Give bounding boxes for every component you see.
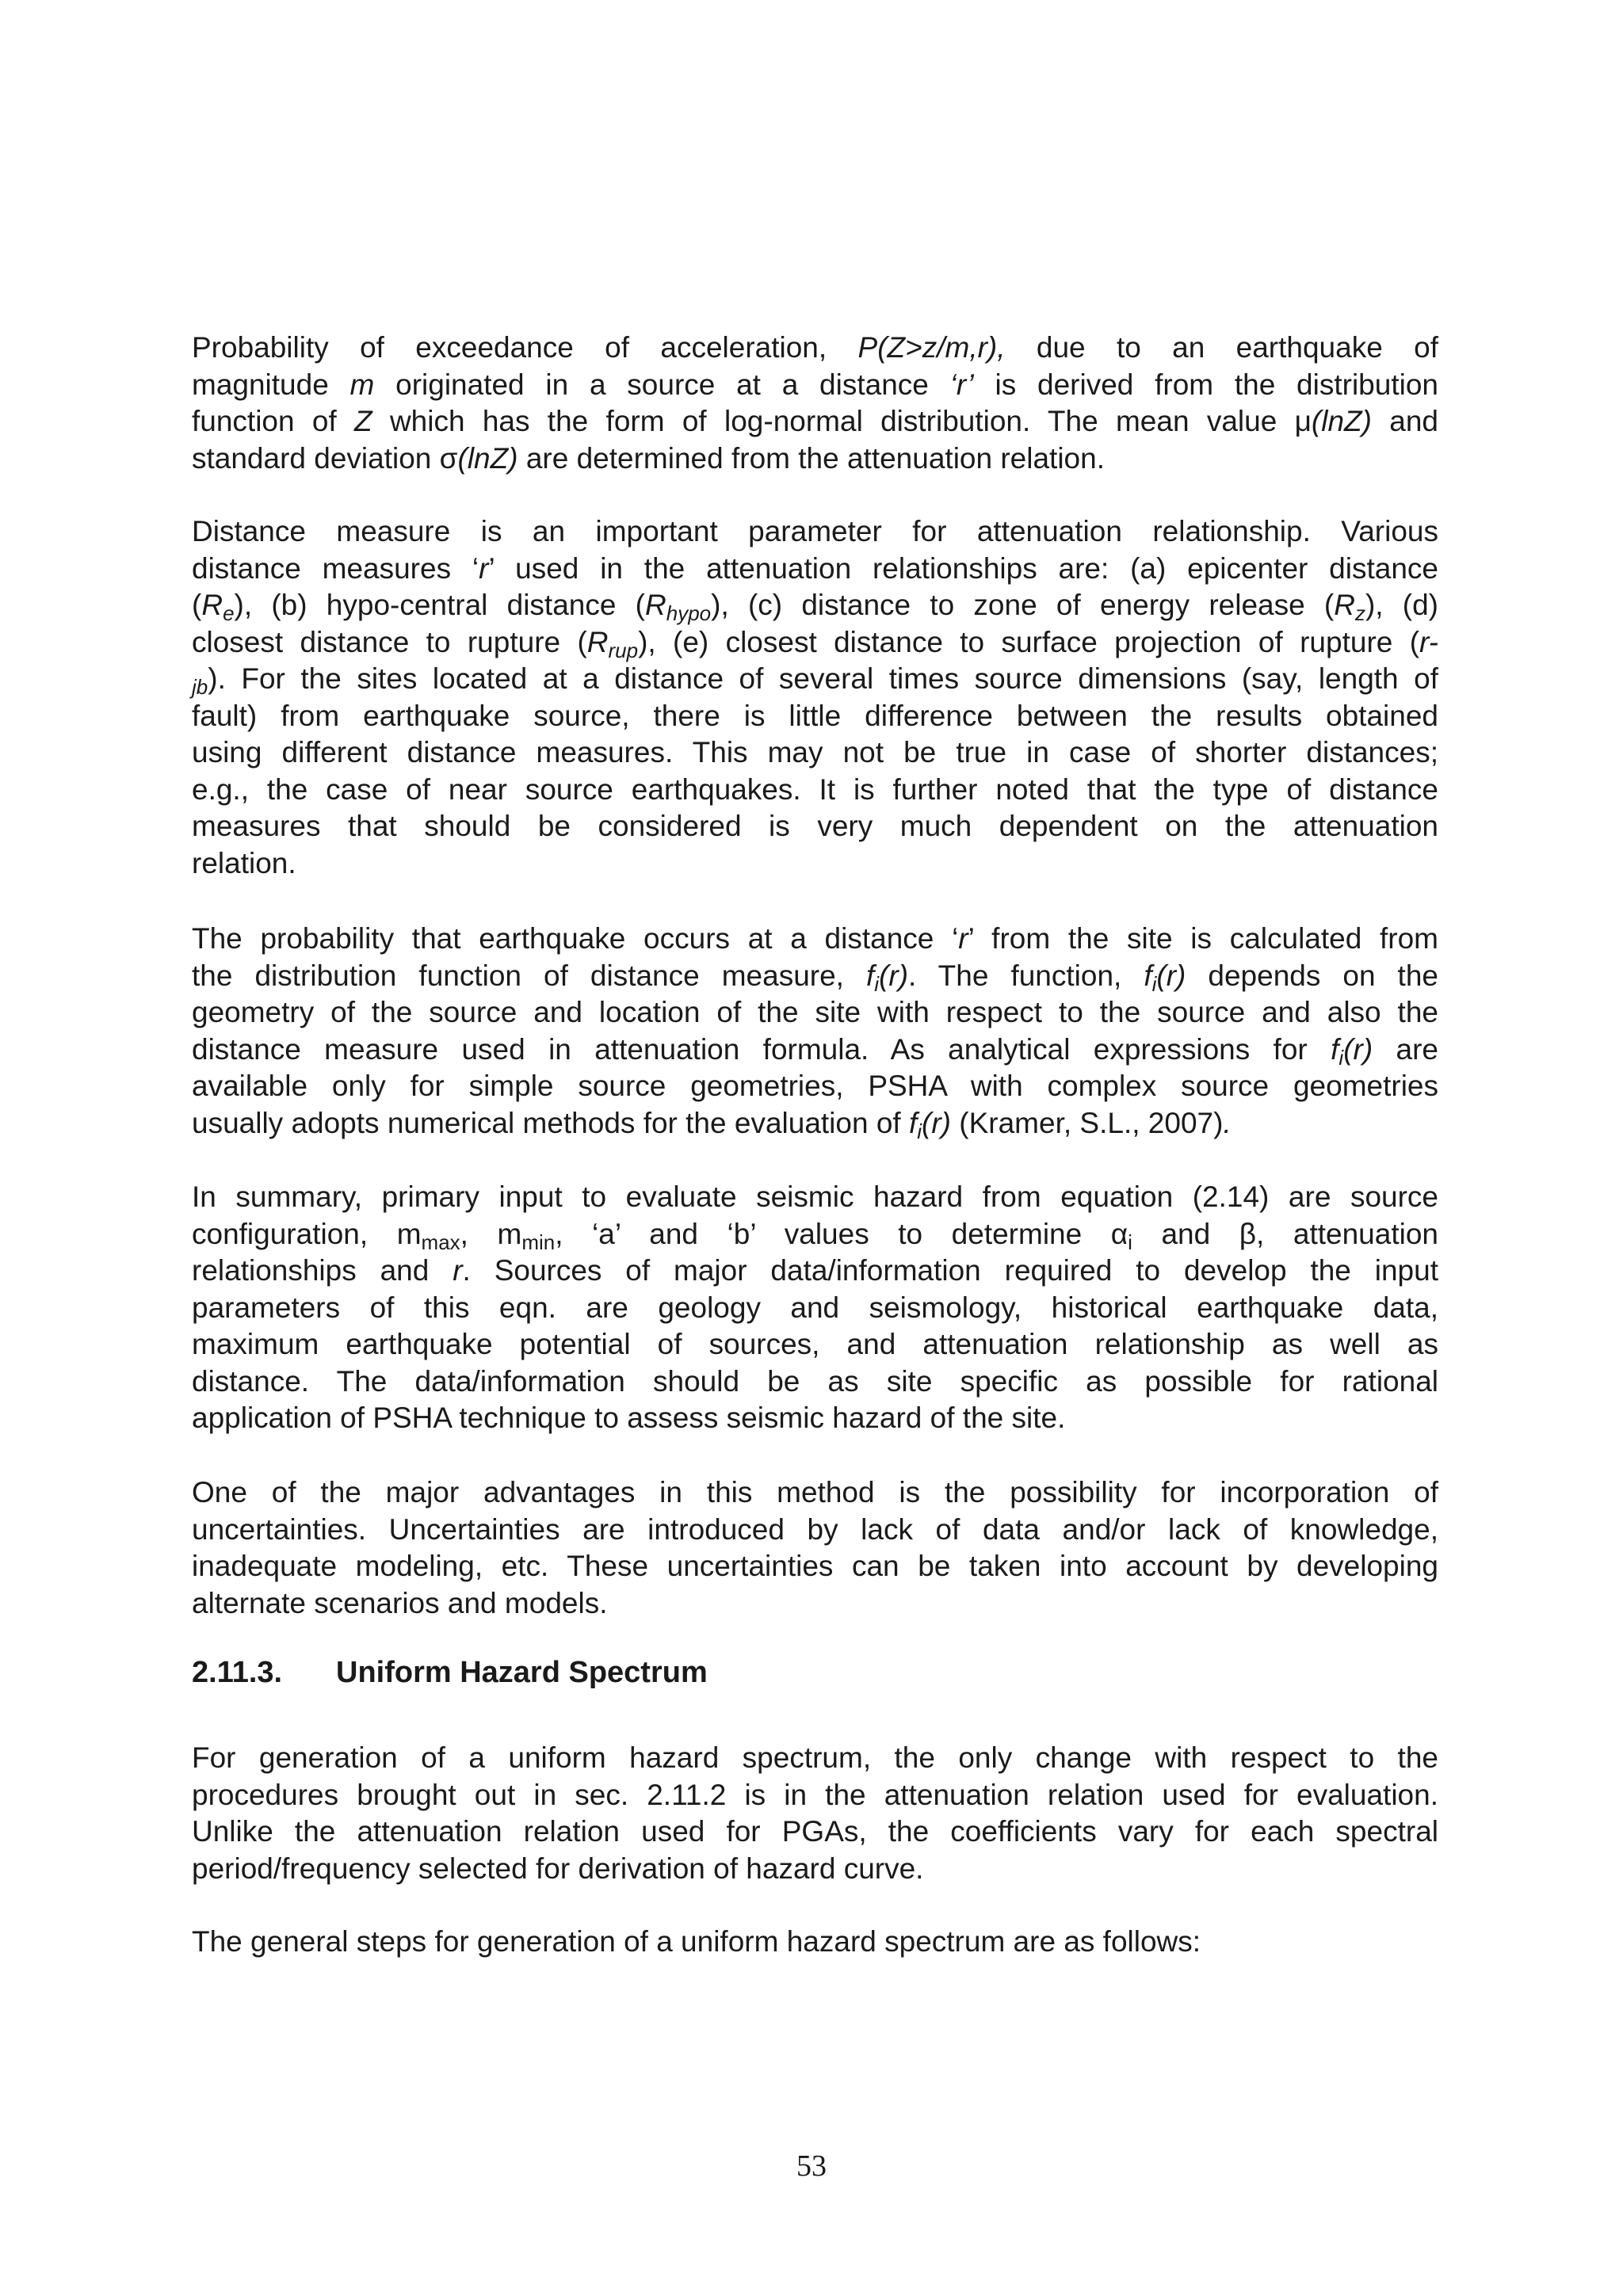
section-number: 2.11.3. bbox=[192, 1656, 283, 1689]
text-line: The general steps for generation of a uniform hazard spectrum are as follows: bbox=[192, 1925, 1201, 1958]
text-line: configuration, $m_{max}$, $m_{min}$, ‘a’ and ‘b’ values to determine $\alpha_i$ and β, attenuation bbox=[192, 1217, 1438, 1254]
text-line: distance. The data/information should be as site specific as possible for rational bbox=[192, 1364, 1438, 1398]
text-line: relation. bbox=[192, 846, 296, 879]
paragraph-general-steps bbox=[192, 1924, 1438, 1961]
text-line: using different distance measures. This may not be true in case of shorter distances; bbox=[192, 736, 1438, 769]
text-line: Probability of exceedance of acceleration, P(Z>z/m,r), due to an earthquake of bbox=[192, 331, 1438, 364]
text-line: magnitude m originated in a source at a distance ‘r’ is derived from the distribution bbox=[192, 368, 1438, 401]
paragraph-uncertainties bbox=[192, 1474, 1438, 1622]
text-line: e.g., the case of near source earthquakes. It is further noted that the type of distance bbox=[192, 772, 1438, 806]
text-line: $_{jb}$). For the sites located at a distance of several times source dimensions (say, length of bbox=[192, 662, 1438, 699]
text-line: One of the major advantages in this method is the possibility for incorporation of bbox=[192, 1476, 1438, 1508]
text-line: maximum earthquake potential of sources, and attenuation relationship as well as bbox=[192, 1328, 1438, 1360]
text-line: measures that should be considered is very much dependent on the attenuation bbox=[192, 810, 1438, 842]
paragraph-uhs-generation bbox=[192, 1740, 1438, 1887]
text-line: $(R_e)$, (b) hypo-central distance $(R_{hypo})$, (c) distance to zone of energy release $(R_z)$, (d) bbox=[192, 589, 1438, 625]
paragraph-distance-probability bbox=[192, 921, 1438, 1142]
text-line: function of Z which has the form of log-normal distribution. The mean value μ(lnZ) and bbox=[192, 405, 1438, 437]
text-line: usually adopts numerical methods for the evaluation of $f_i(r)$ (Kramer, S.L., 2007). bbox=[192, 1106, 1232, 1143]
text-line: relationships and r. Sources of major data/information required to develop the input bbox=[192, 1254, 1438, 1287]
paragraph-distance-measure bbox=[192, 513, 1438, 882]
text-line: distance measures ‘r’ used in the attenuation relationships are: (a) epicenter distance bbox=[192, 551, 1438, 585]
page-number: 53 bbox=[796, 2149, 827, 2183]
text-line: Distance measure is an important parameter for attenuation relationship. Various bbox=[192, 515, 1438, 547]
text-line: In summary, primary input to evaluate seismic hazard from equation (2.14) are source bbox=[192, 1180, 1438, 1213]
text-line: alternate scenarios and models. bbox=[192, 1586, 608, 1619]
section-heading bbox=[192, 1654, 708, 1691]
section-title: Uniform Hazard Spectrum bbox=[336, 1656, 708, 1689]
paragraph-summary-inputs bbox=[192, 1179, 1438, 1437]
text-line: Unlike the attenuation relation used for PGAs, the coefficients vary for each spectral bbox=[192, 1815, 1438, 1848]
text-line: fault) from earthquake source, there is little difference between the results obtained bbox=[192, 699, 1438, 732]
text-line: the distribution function of distance measure, $f_i(r)$. The function, $f_i(r)$ depends on the bbox=[192, 959, 1438, 996]
text-line: procedures brought out in sec. 2.11.2 is in the attenuation relation used for evaluation. bbox=[192, 1778, 1438, 1811]
text-line: distance measure used in attenuation formula. As analytical expressions for $f_i(r)$ are bbox=[192, 1032, 1438, 1070]
text-line: application of PSHA technique to assess seismic hazard of the site. bbox=[192, 1402, 1066, 1434]
text-line: geometry of the source and location of the site with respect to the source and also the bbox=[192, 996, 1438, 1028]
text-line: standard deviation σ(lnZ) are determined from the attenuation relation. bbox=[192, 441, 1105, 475]
text-line: period/frequency selected for derivation of hazard curve. bbox=[192, 1852, 924, 1885]
text-line: For generation of a uniform hazard spectrum, the only change with respect to the bbox=[192, 1741, 1438, 1774]
text-line: The probability that earthquake occurs at a distance ‘r’ from the site is calculated from bbox=[192, 922, 1438, 955]
text-line: parameters of this eqn. are geology and seismology, historical earthquake data, bbox=[192, 1291, 1438, 1324]
paragraph-probability-exceedance bbox=[192, 330, 1438, 477]
text-line: closest distance to rupture $(R_{rup})$, (e) closest distance to surface projection of rupture (r- bbox=[192, 625, 1438, 662]
text-line: inadequate modeling, etc. These uncertainties can be taken into account by developing bbox=[192, 1550, 1438, 1582]
text-line: uncertainties. Uncertainties are introduced by lack of data and/or lack of knowledge, bbox=[192, 1512, 1438, 1546]
text-line: available only for simple source geometries, PSHA with complex source geometries bbox=[192, 1070, 1438, 1102]
